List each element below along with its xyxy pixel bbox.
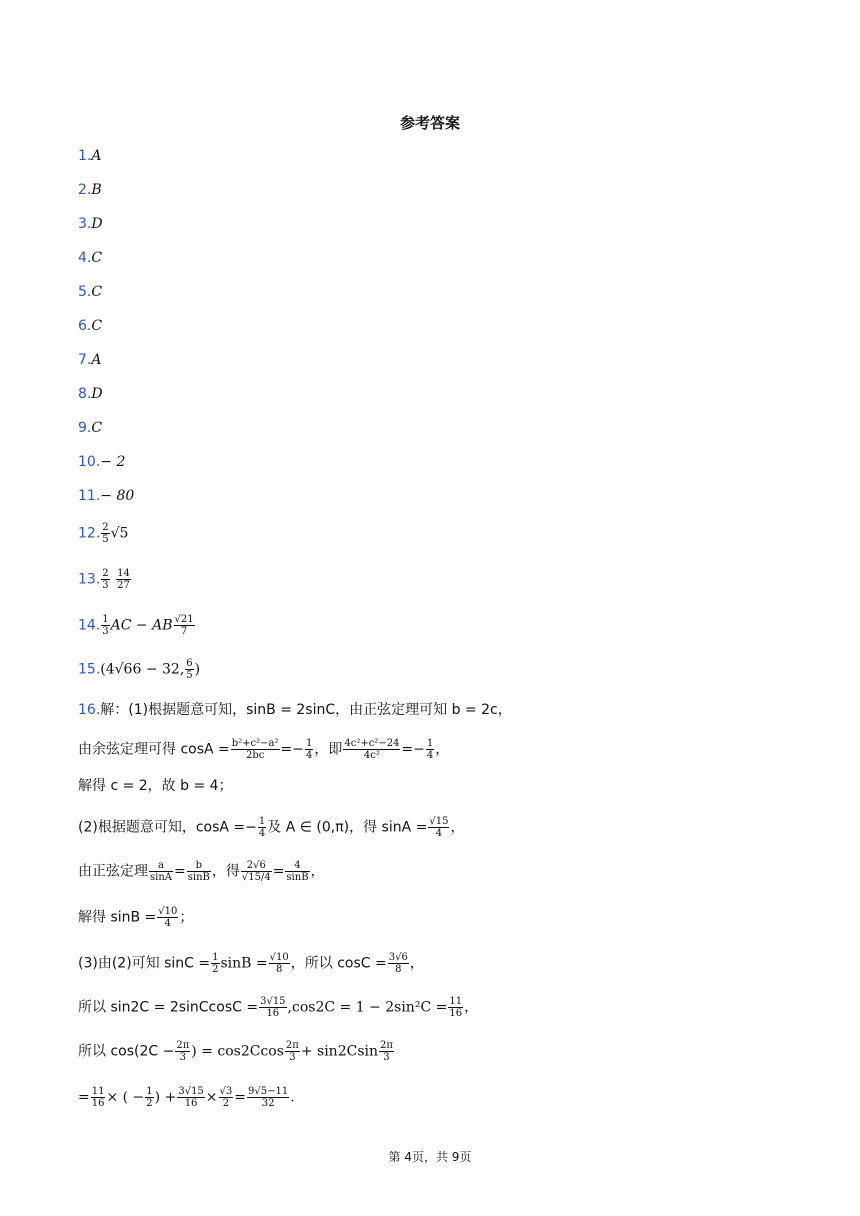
answer-3 [78, 214, 103, 234]
fraction: $\frac{√21}{7}$ [174, 614, 194, 637]
answer-number: 2. [78, 182, 92, 198]
answer-value: − 80 [100, 488, 135, 504]
answer-number: 5. [78, 284, 92, 300]
answer-number: 4. [78, 250, 92, 266]
answer-11 [78, 486, 134, 506]
answer-8 [78, 384, 103, 404]
fraction: $\frac{2}{5}$ [102, 522, 109, 545]
answer-7 [78, 350, 101, 370]
fraction: $\frac{1}{3}$ [102, 614, 109, 637]
answer-number: 13. [78, 571, 101, 588]
solution-line-4: (2)根据题意可知，cosA =− $\frac{1}{4}$ 及 A ∈ (0,π)，得 sinA = $\frac{√15}{4}$ ， [78, 816, 465, 839]
solution-line-3: 解得 c = 2，故 b = 4； [78, 778, 233, 794]
fraction: $\frac{6}{5}$ [186, 658, 193, 681]
page-title: 参考答案 [399, 114, 460, 132]
page-footer: 第 4页，共 9页 [388, 1150, 472, 1164]
solution-line-9: 所以 cos(2C − $\frac{2\pi}{3}$ ) = cos2Ccos $\frac{2\pi}{3}$ + sin2Csin $\frac{2\pi}{3}$ [78, 1040, 393, 1063]
answer-number: 6. [78, 318, 92, 334]
answer-15: 15.(4√66 − 32, $\frac{6}{5}$ ) [78, 658, 201, 681]
solution-line-10: = $\frac{11}{16}$ × ( − $\frac{1}{2}$ ) + $\frac{3√15}{16}$ × $\frac{√3}{2}$ = $\frac{9√5-11}{32}$ . [78, 1086, 295, 1109]
answer-value: C [91, 284, 103, 300]
answer-4 [78, 248, 102, 268]
answer-6 [78, 316, 102, 336]
solution-line-5: 由正弦定理 $\frac{a}{\sin A}$ = $\frac{b}{\sin B}$ ，得 $\frac{2√6}{√15/4}$ = $\frac{4}{\sin B}$ ， [78, 860, 325, 883]
fraction: $\frac{2}{3}$ [102, 568, 109, 591]
solution-line-2: 由余弦定理可得 cosA = $\frac{\text{b²+c²−a²}}{2bc}$ =− $\frac{1}{4}$ ，即 $\frac{\text{4c²+c²−24}}{\text{4c²}}$ =− $\frac{1}{4}$ ， [78, 738, 450, 761]
answer-10 [78, 452, 125, 472]
answer-2 [78, 180, 102, 200]
answer-number: 8. [78, 386, 92, 402]
answer-14: 14. $\frac{1}{3}$ AC − AB $\frac{√21}{7}$ [78, 614, 194, 637]
answer-value: B [91, 182, 102, 198]
solution-line-7: (3)由(2)可知 sinC = $\frac{1}{2}$ sinB = $\frac{√10}{8}$ ，所以 cosC = $\frac{3√6}{8}$ ， [78, 952, 424, 975]
solution-line-8: 所以 sin2C = 2sinCcosC = $\frac{3√15}{16}$ ,cos2C = 1 − 2sin²C = $\frac{11}{16}$ ， [78, 996, 479, 1019]
answer-number: 11. [78, 488, 101, 504]
answer-value: C [91, 250, 103, 266]
answer-5 [78, 282, 102, 302]
answer-number: 3. [78, 216, 92, 232]
answer-value: D [91, 386, 103, 402]
answer-number: 15. [78, 661, 101, 678]
answer-value: C [91, 420, 103, 436]
answer-number: 14. [78, 617, 101, 634]
solution-line-1: 16.解：(1)根据题意可知，sinB = 2sinC，由正弦定理可知 b = 2c， [78, 702, 512, 718]
fraction: $\frac{14}{27}$ [117, 568, 130, 591]
answer-number: 7. [78, 352, 92, 368]
answer-number: 10. [78, 454, 101, 470]
answer-value: C [91, 318, 103, 334]
answer-number: 16. [78, 702, 101, 718]
answer-1 [78, 146, 101, 166]
answer-value: − 2 [100, 454, 126, 470]
answer-12: 12. $\frac{2}{5}$ √5 [78, 522, 129, 545]
answer-value: A [91, 148, 102, 164]
answer-number: 9. [78, 420, 92, 436]
answer-9 [78, 418, 102, 438]
answer-value: A [91, 352, 102, 368]
answer-13 [78, 568, 132, 591]
answer-number: 1. [78, 148, 92, 164]
solution-line-6: 解得 sinB = $\frac{√10}{4}$ ； [78, 906, 194, 929]
answer-number: 12. [78, 525, 101, 542]
answer-value: D [91, 216, 103, 232]
